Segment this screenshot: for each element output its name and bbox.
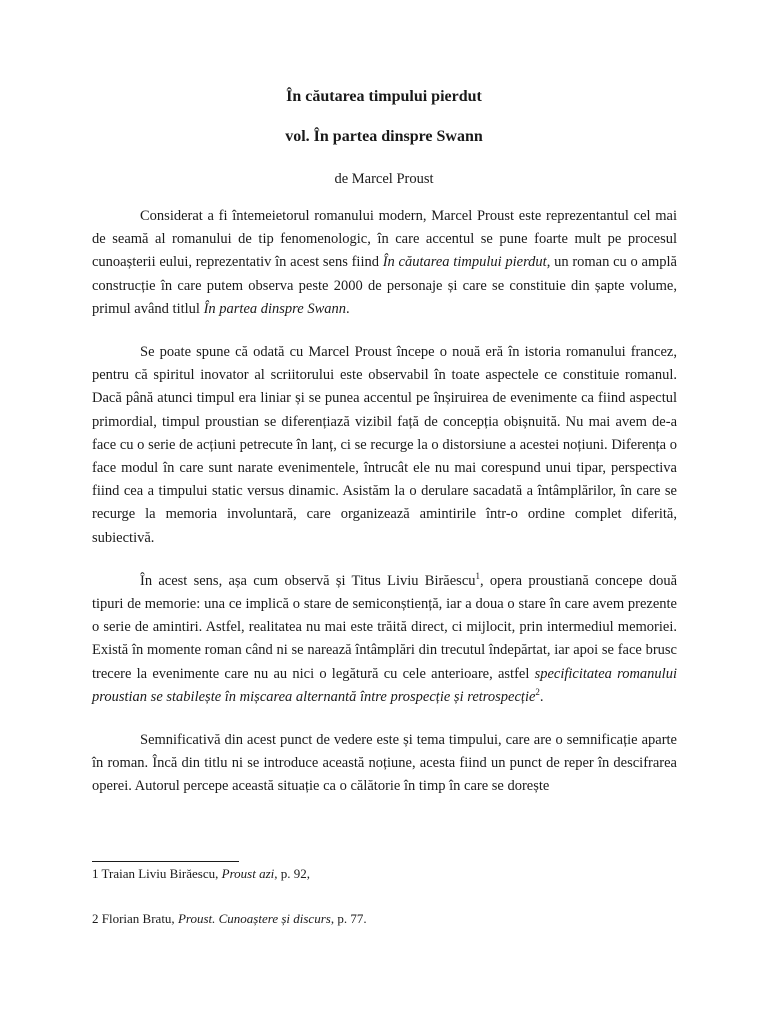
footnote-2: 2 Florian Bratu, Proust. Cunoaștere și discurs, p. 77. xyxy=(92,911,367,926)
document-body xyxy=(92,205,677,819)
paragraph-2: Se poate spune că odată cu Marcel Proust începe o nouă eră în istoria romanului francez, pentru că spiritul inovator al scriitorului este observabil în toate aspectele ce constituie romanul. Dacă până atunci timpul era liniar și se punea accentul pe înșiruirea de evenimente ca fiind aspectul primordial, timpul proustian se diferențiază vizibil față de concepția obișnuită. Nu mai avem de-a face cu o serie de acțiuni petrecute în lanț, ci se recurge la o distorsiune a acestei noțiuni. Diferența o face modul în care sunt narate evenimentele, întrucât ele nu mai corespund unui tipar, perspectiva fiind cea a timpului static versus dinamic. Asistăm la o derulare sacadată a întâmplărilor, în care se recurge la memoria involuntară, care organizează amintirile într-o ordine complet diferită, subiectivă. xyxy=(92,344,677,546)
footnote-1: 1 Traian Liviu Birăescu, Proust azi, p. 92, xyxy=(92,866,310,881)
footnote-ref-2[interactable]: 2 xyxy=(535,687,540,698)
footnote-separator xyxy=(92,861,239,862)
footnote-ref-1[interactable]: 1 xyxy=(475,571,481,582)
author-line: de Marcel Proust xyxy=(334,171,434,187)
document-title: În căutarea timpului pierdut xyxy=(286,88,482,105)
volume-title-italic: În partea dinspre Swann xyxy=(203,300,347,317)
paragraph-1: Considerat a fi întemeietorul romanului modern, Marcel Proust este reprezentantul cel mai de seamă al romanului de tip fenomenologic, în care accentul se pune foarte mult pe procesul cunoașterii eului, reprezentativ în acest sens fiind În căutarea timpului pierdut, un roman cu o amplă construcție în care putem observa peste 2000 de personaje și care se constituie din șapte volume, primul având titlul În partea dinspre Swann. xyxy=(92,208,677,317)
quotation-italic: specificitatea romanului proustian se stabilește în mișcarea alternantă între prospecție și retrospecție xyxy=(92,665,677,705)
paragraph-4: Semnificativă din acest punct de vedere este și tema timpului, care are o semnificație aparte în roman. Încă din titlu ni se introduce această noțiune, acesta fiind un punct de reper în descifrarea operei. Autorul percepe această situație ca o călătorie în timp în care se dorește xyxy=(92,732,677,795)
document-subtitle: vol. În partea dinspre Swann xyxy=(285,128,483,145)
paragraph-3: În acest sens, așa cum observă și Titus Liviu Birăescu$^1$, opera proustiană concepe două tipuri de memorie: una ce implică o stare de semiconștiență, iar a doua o stare în care avem prezente o serie de amintiri. Astfel, realitatea nu mai este trăită direct, ci mijlocit, prin intermediul memoriei. Există în momente roman când ni se narează întâmplări din trecutul îndepărtat, iar apoi se face brusc trecere la evenimente care nu au nici o legătură cu cele anterioare, astfel specificitatea romanului proustian se stabilește în mișcarea alternantă între prospecție și retrospecție$^2$. xyxy=(92,571,678,705)
book-title-italic: În căutarea timpului pierdut xyxy=(382,254,547,271)
